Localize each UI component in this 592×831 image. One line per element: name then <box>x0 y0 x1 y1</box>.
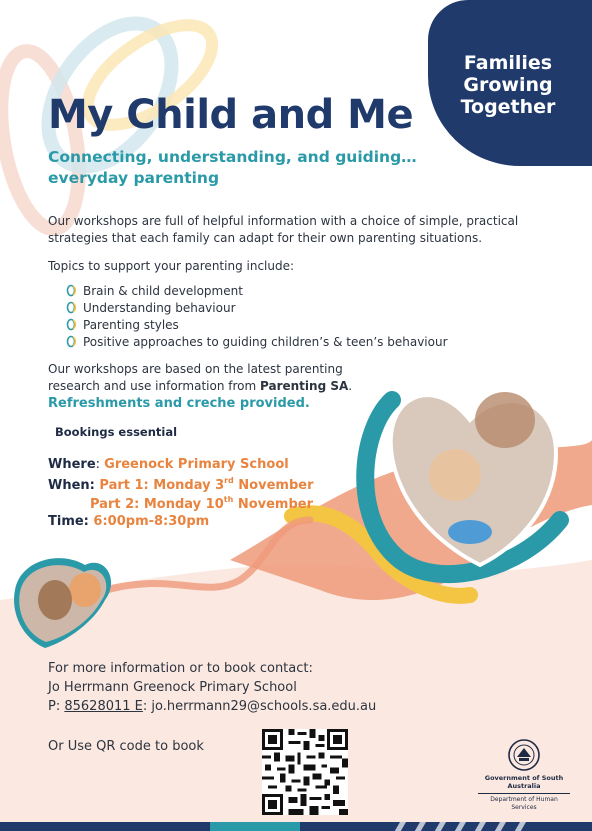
contact-person: Jo Herrmann Greenock Primary School <box>48 680 297 695</box>
time-label: Time: <box>48 514 94 529</box>
email-separator: : <box>142 699 152 714</box>
email-link[interactable]: jo.herrmann29@schools.sa.edu.au <box>151 699 377 714</box>
shape-bullet-icon <box>66 301 77 314</box>
research-paragraph <box>48 361 368 395</box>
part1-date <box>99 478 313 493</box>
topic-item <box>66 282 448 299</box>
phone-label: P: <box>48 699 65 714</box>
topic-label: Parenting styles <box>83 317 179 332</box>
topic-label: Positive approaches to guiding children’s & teen’s behaviour <box>83 334 448 349</box>
where-separator: : <box>95 457 105 472</box>
when-label: When: <box>48 478 100 493</box>
event-time <box>48 514 209 529</box>
qr-instruction: Or Use QR code to book <box>48 739 204 754</box>
where-label: Where <box>48 457 96 472</box>
sa-crest-icon <box>507 738 541 772</box>
bookings-note: Bookings essential <box>55 425 178 439</box>
topic-item <box>66 333 448 350</box>
time-value: 6:00pm-8:30pm <box>93 514 210 529</box>
part2-suffix: November <box>233 497 314 512</box>
government-name: Government of South Australia <box>484 774 564 790</box>
shape-bullet-icon <box>66 335 77 348</box>
event-when-part2 <box>90 495 313 512</box>
research-source: Parenting SA <box>260 379 349 393</box>
badge-text <box>440 52 576 118</box>
research-text: Our workshops are based on the latest parenting research and use information from <box>48 362 343 393</box>
department-name: Department of Human Services <box>478 793 570 812</box>
part1-sup: rd <box>224 476 234 485</box>
part2-sup: th <box>223 495 234 504</box>
research-end: . <box>348 379 353 393</box>
event-when-part1 <box>48 476 314 493</box>
refreshments-note: Refreshments and creche provided. <box>48 396 310 411</box>
part2-prefix: Part 2: Monday 10 <box>90 497 224 512</box>
intro-paragraph: Our workshops are full of helpful information with a choice of simple, practical strategies that each family can adapt for their own parenting situations. <box>48 214 519 245</box>
where-value: Greenock Primary School <box>104 457 289 472</box>
part1-suffix: November <box>233 478 314 493</box>
badge-line-3: Together <box>460 96 556 118</box>
event-where <box>48 457 289 472</box>
subtitle: Connecting, understanding, and guiding… everyday parenting <box>48 148 417 187</box>
topics-heading: Topics to support your parenting include: <box>48 259 295 273</box>
shape-bullet-icon <box>66 318 77 331</box>
topics-list <box>66 282 448 350</box>
shape-bullet-icon <box>66 284 77 297</box>
contact-details <box>48 699 376 714</box>
topic-item <box>66 316 448 333</box>
part2-date <box>90 497 313 512</box>
badge-line-2: Growing <box>463 74 553 96</box>
topic-label: Brain & child development <box>83 283 243 298</box>
government-logo <box>478 738 570 812</box>
badge-line-1: Families <box>463 52 553 74</box>
footer-stripe <box>0 822 592 831</box>
phone-link[interactable]: 85628011 E <box>64 699 143 714</box>
contact-heading: For more information or to book contact: <box>48 661 313 676</box>
part1-prefix: Part 1: Monday 3 <box>99 478 225 493</box>
qr-code[interactable] <box>262 729 348 815</box>
topic-label: Understanding behaviour <box>83 300 236 315</box>
topic-item <box>66 299 448 316</box>
page-title: My Child and Me <box>48 92 414 138</box>
